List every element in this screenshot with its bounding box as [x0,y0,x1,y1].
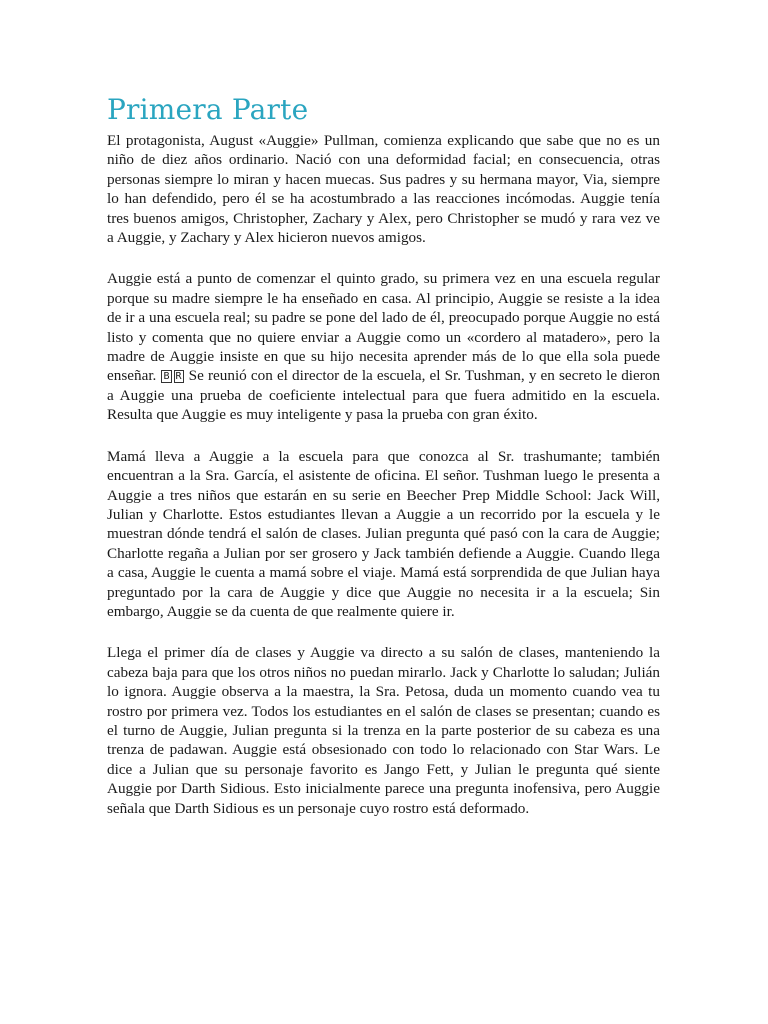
paragraph-2-text-after: Se reunió con el director de la escuela, el Sr. Tushman, y en secreto le dieron a Auggie una prueba de coeficiente intelectual para que fuera admitido en la escuela. Resulta que Auggie es muy inteligente y pasa la prueba con gran éxito. [107,367,660,424]
document-page [107,93,660,840]
missing-glyph-b: B [163,371,170,383]
paragraph-2-text-before: Auggie está a punto de comenzar el quinto grado, su primera vez en una escuela regular porque su madre siempre le ha enseñado en casa. Al principio, Auggie se resiste a la idea de ir a una escuela real; su padre se pone del lado de él, preocupado porque Auggie no está listo y comenta que no quiere enviar a Auggie como un «cordero al matadero», pero la madre de Auggie insiste en que su hijo necesita aprender más de lo que ella sola puede enseñar. [107,270,660,385]
section-title: Primera Parte [107,93,309,126]
paragraph-2 [107,269,660,424]
paragraph-4: Llega el primer día de clases y Auggie va directo a su salón de clases, manteniendo la cabeza baja para que los otros niños no puedan mirarlo. Jack y Charlotte lo saludan; Julián lo ignora. Auggie observa a la maestra, la Sra. Petosa, duda un momento cuando vea tu rostro por primera vez. Todos los estudiantes en el salón de clases se presentan; cuando es el turno de Auggie, Julian pregunta si la trenza en la parte posterior de su cabeza es una trenza de padawan. Auggie está obsesionado con todo lo relacionado con Star Wars. Le dice a Julian que su personaje favorito es Jango Fett, y Julian le pregunta qué siente Auggie por Darth Sidious. Esto inicialmente parece una pregunta inofensiva, pero Auggie señala que Darth Sidious es un personaje cuyo rostro está deformado. [107,644,660,817]
missing-glyph-r: R [175,371,182,383]
paragraph-1: El protagonista, August «Auggie» Pullman, comienza explicando que sabe que no es un niño de diez años ordinario. Nació con una deformidad facial; en consecuencia, otras personas siempre lo miran y hacen muecas. Sus padres y su hermana mayor, Via, siempre lo han defendido, pero él se ha acostumbrado a las reacciones incómodas. Auggie tenía tres buenos amigos, Christopher, Zachary y Alex, pero Christopher se mudó y rara vez ve a Auggie, y Zachary y Alex hicieron nuevos amigos. [107,132,660,247]
paragraph-3: Mamá lleva a Auggie a la escuela para que conozca al Sr. trashumante; también encuentran a la Sra. García, el asistente de oficina. El señor. Tushman luego le presenta a Auggie a tres niños que estarán en su serie en Beecher Prep Middle School: Jack Will, Julian y Charlotte. Estos estudiantes llevan a Auggie a un recorrido por la escuela y le muestran dónde tendrá el salón de clases. Julian pregunta qué pasó con la cara de Auggie; Charlotte regaña a Julian por ser grosero y Jack también defiende a Auggie. Cuando llega a casa, Auggie le cuenta a mamá sobre el viaje. Mamá está sorprendida de que Julian haya preguntado por la cara de Auggie y dice que Auggie no necesita ir a la escuela; Sin embargo, Auggie se da cuenta de que realmente quiere ir. [107,447,660,620]
